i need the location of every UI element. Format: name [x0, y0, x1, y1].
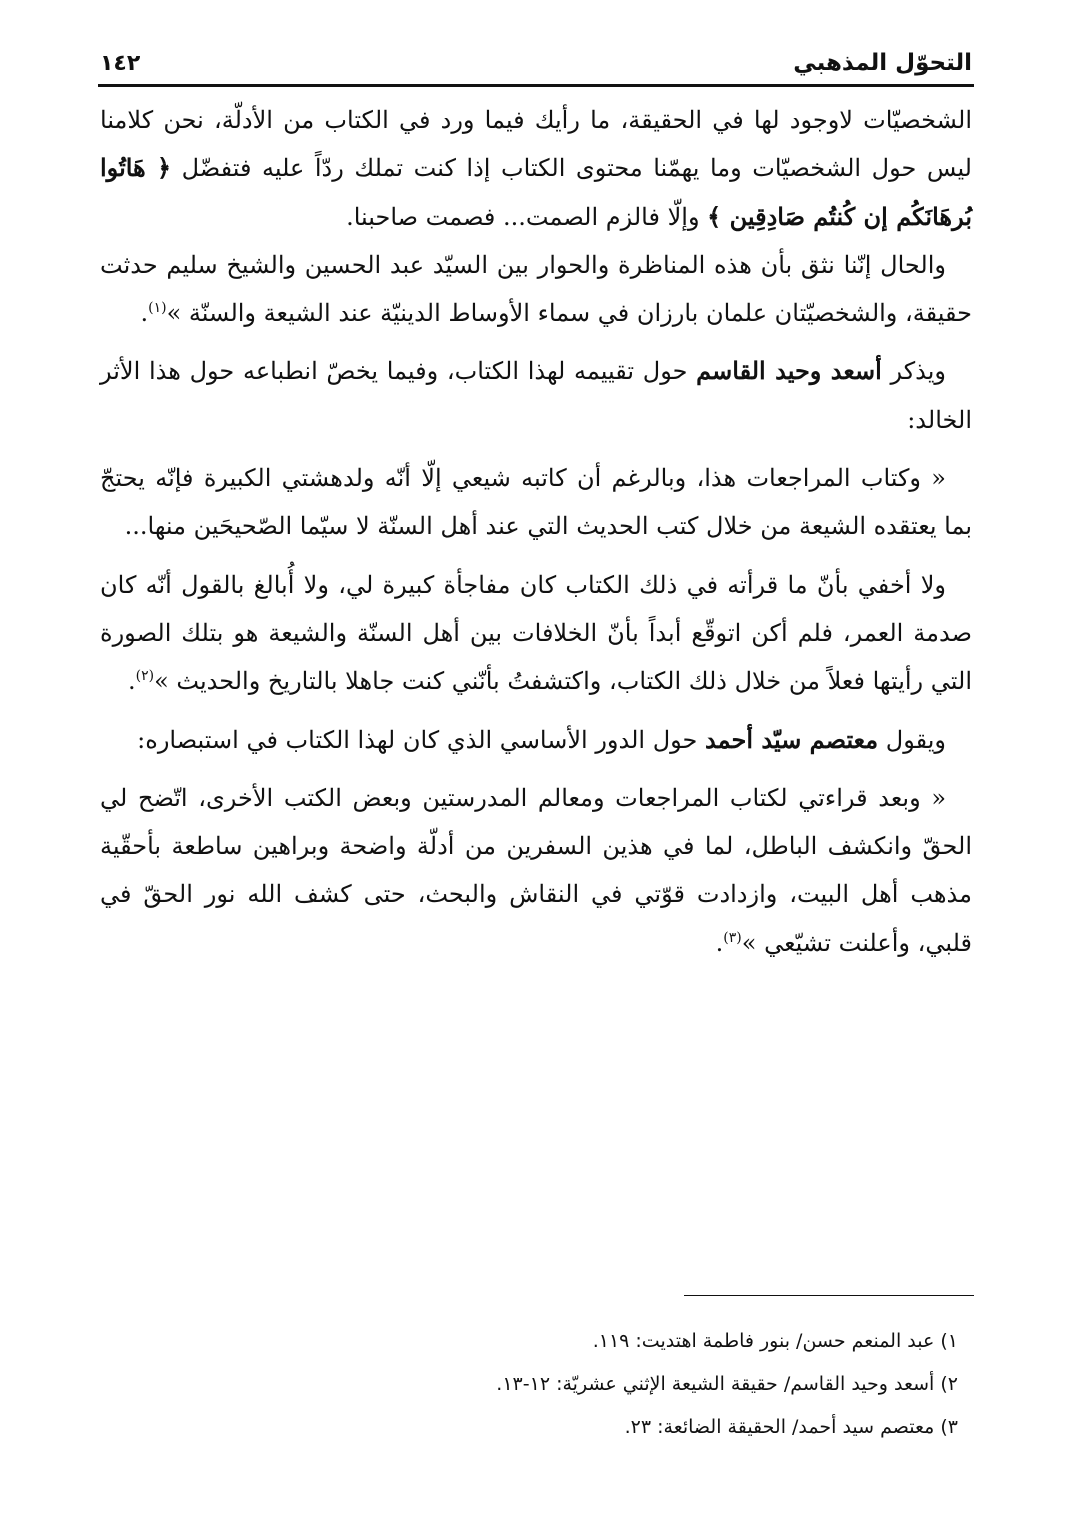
author-name-asad: أسعد وحيد القاسم — [696, 356, 882, 386]
page-header — [100, 36, 972, 76]
footnote-ref-1: (١) — [148, 300, 167, 317]
running-title: التحوّل المذهبي — [793, 50, 972, 76]
paragraph-1: الشخصيّات لاوجود لها في الحقيقة، ما رأيك فيما ورد في الكتاب من الأدلّة، نحن كلامنا ليس حول الشخصيّات وما يهمّنا محتوى الكتاب إذا كنت تملك ردّاً عليه فتفضّل ﴿ هَاتُوا بُرهَانَكُم إن كُنتُم صَادِقِين ﴾ وإلّا فالزم الصمت... فصمت صاحبنا. — [100, 106, 972, 231]
paragraph-5-quote: ولا أخفي بأنّ ما قرأته في ذلك الكتاب كان مفاجأة كبيرة لي، ولا أُبالغ بالقول أنّه كان صدمة العمر، فلم أكن اتوقّع أبداً بأنّ الخلافات بين أهل السنّة والشيعة هو بتلك الصورة التي رأيتها فعلاً من خلال ذلك الكتاب، واكتشفتُ بأنّني كنت جاهلا بالتاريخ والحديث »$^{(٢)}$. — [100, 570, 972, 696]
paragraph-6: ويقول معتصم سيّد أحمد حول الدور الأساسي الذي كان لهذا الكتاب في استبصاره: — [137, 724, 946, 754]
footnote-separator — [684, 1295, 974, 1296]
footnote-ref-3: (٣) — [723, 929, 742, 946]
paragraph-2: والحال إنّنا نثق بأن هذه المناظرة والحوار بين السيّد عبد الحسين والشيخ سليم حدثت حقيقة، والشخصيّتان علمان بارزان في سماء الأوساط الدينيّة عند الشيعة والسنّة »$^{(١)}$. — [100, 250, 972, 328]
author-name-mutasim: معتصم سيّد أحمد — [705, 724, 879, 754]
footnote-3: ٣) معتصم سيد أحمد/ الحقيقة الضائعة: ٢٣. — [624, 1416, 958, 1438]
footnote-1: ١) عبد المنعم حسن/ بنور فاطمة اهتديت: ١١٩. — [592, 1330, 958, 1352]
paragraph-4-quote: « وكتاب المراجعات هذا، وبالرغم أن كاتبه شيعي إلّا أنّه ولدهشتي الكبيرة فإنّه يحتجّ بما يعتقده الشيعة من خلال كتب الحديث التي عند أهل السنّة لا سيّما الصّحيحَين منها... — [100, 464, 972, 541]
footnote-ref-2: (٢) — [135, 668, 155, 685]
footnotes — [100, 1320, 972, 1449]
footnote-2: ٢) أسعد وحيد القاسم/ حقيقة الشيعة الإثني عشريّة: ١٢-١٣. — [496, 1373, 958, 1395]
main-text — [100, 96, 972, 967]
page-number: ١٤٢ — [100, 51, 141, 76]
quran-verse: ﴿ هَاتُوا بُرهَانَكُم إن كُنتُم صَادِقِين ﴾ — [100, 153, 972, 231]
header-rule — [98, 84, 974, 87]
paragraph-3: ويذكر أسعد وحيد القاسم حول تقييمه لهذا الكتاب، وفيما يخصّ انطباعه حول هذا الأثر الخالد: — [100, 356, 972, 434]
paragraph-7-quote: « وبعد قراءتي لكتاب المراجعات ومعالم المدرستين وبعض الكتب الأخرى، اتّضح لي الحقّ وانكشف الباطل، لما في هذين السفرين من أدلّة واضحة وبراهين ساطعة بأحقّية مذهب أهل البيت، وازدادت قوّتي في النقاش والبحث، حتى كشف الله نور الحقّ في قلبي، وأعلنت تشيّعي »$^{(٣)}$. — [100, 783, 973, 957]
